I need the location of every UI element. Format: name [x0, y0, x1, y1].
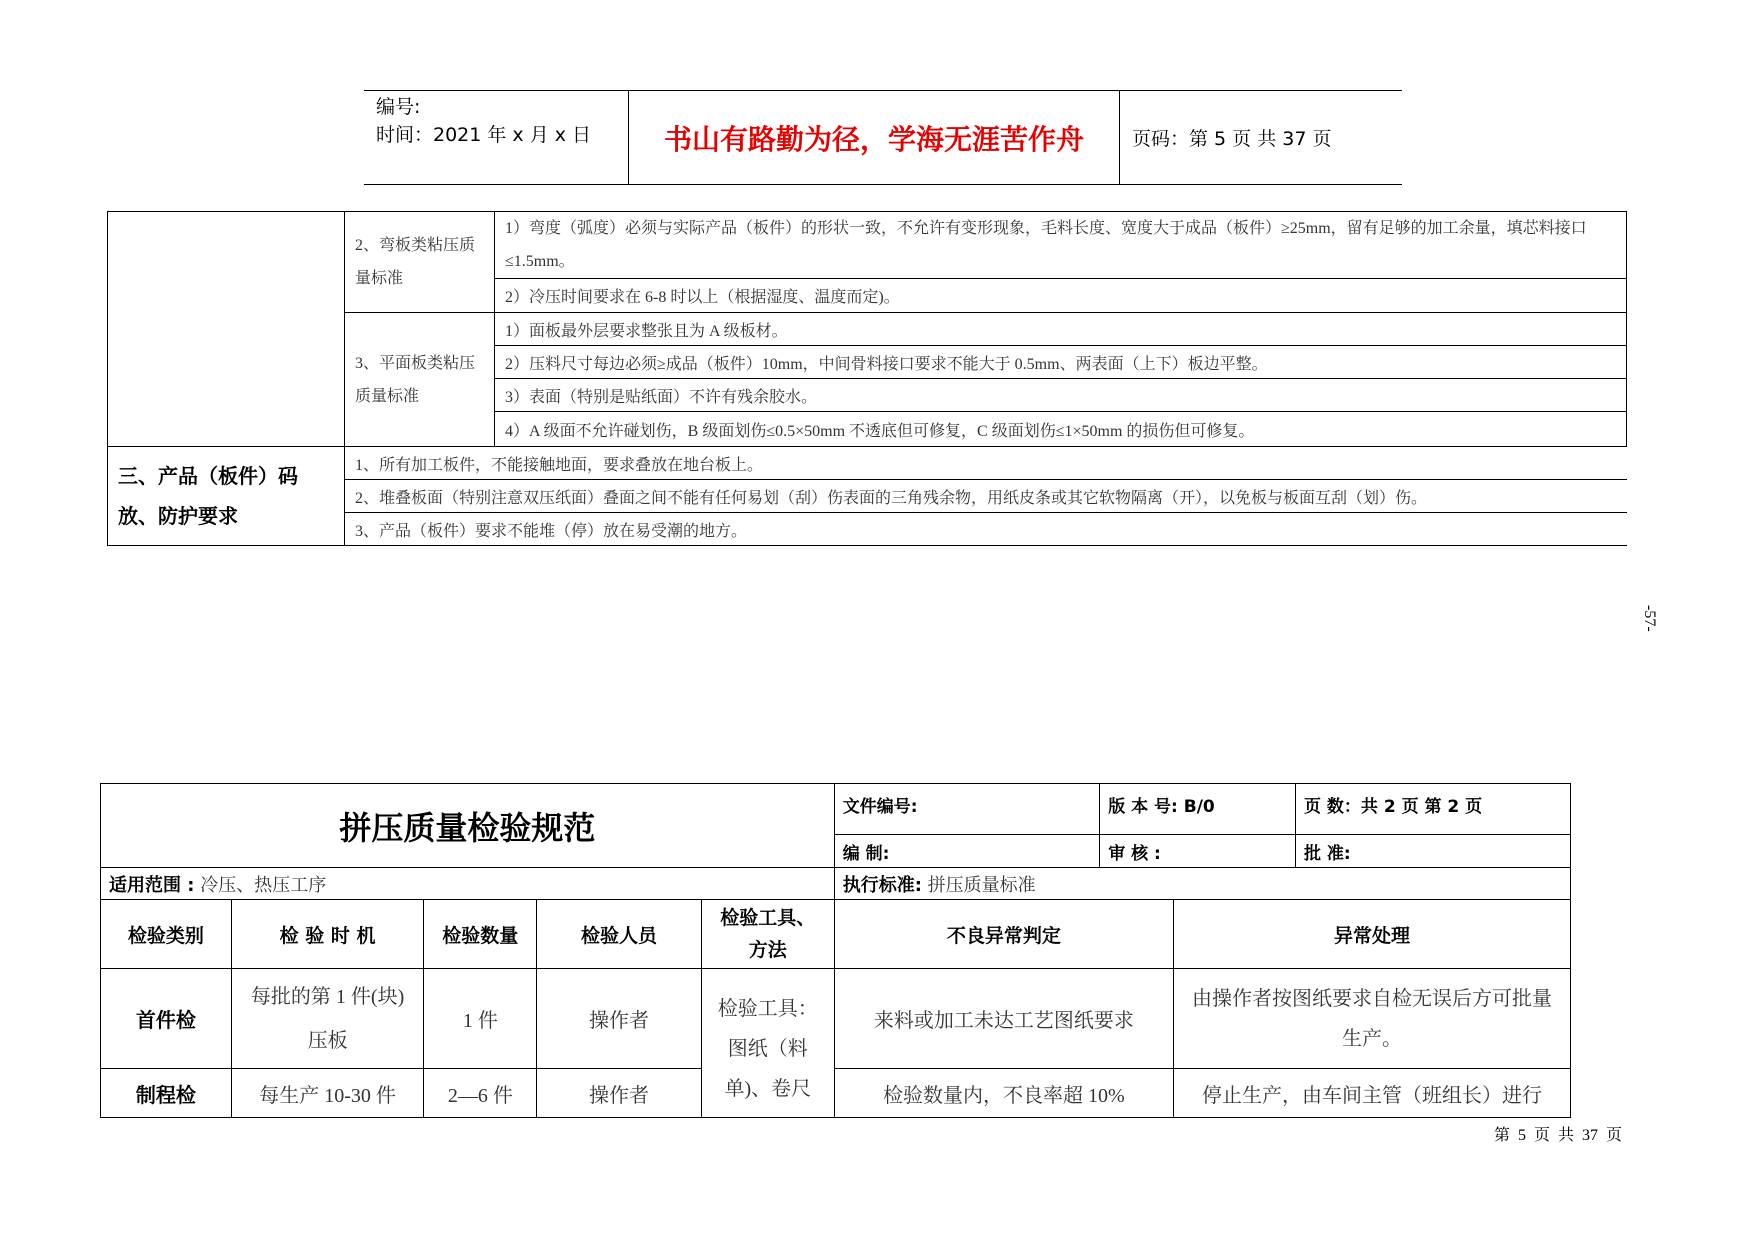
row2-quantity: 2—6 件 [424, 1069, 537, 1118]
sec2-label: 2、弯板类粘压质量标准 [345, 212, 495, 313]
row1-inspector: 操作者 [537, 969, 702, 1069]
header-left [364, 91, 628, 184]
cat3-label: 三、产品（板件）码放、防护要求 [108, 447, 345, 546]
row2-timing: 每生产 10-30 件 [231, 1069, 424, 1118]
document-number-label: 编号: [376, 96, 421, 118]
row1-category: 首件检 [101, 969, 232, 1069]
header-page-info: 页码：第 5 页 共 37 页 [1132, 128, 1332, 150]
page-header [364, 90, 1402, 185]
col-timing: 检 验 时 机 [231, 900, 424, 969]
form-title: 拼压质量检验规范 [101, 784, 835, 868]
standard-cell [834, 868, 1570, 900]
sec3-item-3: 3）表面（特别是贴纸面）不许有残余胶水。 [495, 379, 1627, 412]
review-label: 审 核 : [1100, 835, 1296, 868]
version-label: 版 本 号: B/0 [1100, 784, 1296, 835]
cat3-item-3: 3、产品（板件）要求不能堆（停）放在易受潮的地方。 [345, 513, 1627, 546]
col-quantity: 检验数量 [424, 900, 537, 969]
form-grid [100, 783, 1571, 1118]
doc-number-label: 文件编号: [834, 784, 1099, 835]
row1-quantity: 1 件 [424, 969, 537, 1069]
approve-label: 批 准: [1296, 835, 1571, 868]
sec2-item-1: 1）弯度（弧度）必须与实际产品（板件）的形状一致，不允许有变形现象，毛料长度、宽度大于成品（板件）≥25mm，留有足够的加工余量，填芯料接口≤1.5mm。 [495, 212, 1627, 279]
scope-value: 冷压、热压工序 [200, 874, 327, 895]
row1-handling: 由操作者按图纸要求自检无误后方可批量生产。 [1174, 969, 1571, 1069]
standard-label: 执行标准: [842, 874, 922, 896]
page-footer: 第 5 页 共 37 页 [1494, 1127, 1623, 1144]
pages-label: 页 数：共 2 页 第 2 页 [1296, 784, 1571, 835]
row2-category: 制程检 [101, 1069, 232, 1118]
col-handling: 异常处理 [1174, 900, 1571, 969]
scope-cell [101, 868, 835, 900]
row2-inspector: 操作者 [537, 1069, 702, 1118]
sec2-item-2: 2）冷压时间要求在 6-8 时以上（根据湿度、温度而定)。 [495, 279, 1627, 313]
col-tool: 检验工具、方法 [701, 900, 834, 969]
row1-timing: 每批的第 1 件(块)压板 [231, 969, 424, 1069]
header-motto: 书山有路勤为径，学海无涯苦作舟 [628, 91, 1120, 184]
row2-judgement: 检验数量内，不良率超 10% [834, 1069, 1173, 1118]
sec3-label: 3、平面板类粘压质量标准 [345, 313, 495, 447]
empty-category-cell [108, 212, 345, 447]
document-time: 时间：2021 年 x 月 x 日 [376, 124, 592, 146]
tool-cell: 检验工具：图纸（料单)、卷尺 [701, 969, 834, 1118]
col-inspector: 检验人员 [537, 900, 702, 969]
sec3-item-1: 1）面板最外层要求整张且为 A 级板材。 [495, 313, 1627, 346]
bonding-standards-table [107, 211, 1627, 546]
side-page-number: -57- [1641, 605, 1658, 632]
form-wrapper [100, 783, 1571, 1118]
standard-value: 拼压质量标准 [927, 874, 1036, 895]
col-judgement: 不良异常判定 [834, 900, 1173, 969]
cat3-item-1: 1、所有加工板件，不能接触地面，要求叠放在地台板上。 [345, 447, 1627, 480]
sec3-item-2: 2）压料尺寸每边必须≥成品（板件）10mm，中间骨料接口要求不能大于 0.5mm、两表面（上下）板边平整。 [495, 346, 1627, 379]
sec3-item-4: 4）A 级面不允许碰划伤，B 级面划伤≤0.5×50mm 不透底但可修复，C 级面划伤≤1×50mm 的损伤但可修复。 [495, 412, 1627, 447]
row2-handling: 停止生产，由车间主管（班组长）进行 [1174, 1069, 1571, 1118]
cat3-item-2: 2、堆叠板面（特别注意双压纸面）叠面之间不能有任何易划（刮）伤表面的三角残余物，用纸皮条或其它软物隔离（开），以免板与板面互刮（划）伤。 [345, 480, 1627, 513]
row1-judgement: 来料或加工未达工艺图纸要求 [834, 969, 1173, 1069]
scope-label: 适用范围 : [109, 874, 195, 896]
compile-label: 编 制: [834, 835, 1099, 868]
col-category: 检验类别 [101, 900, 232, 969]
